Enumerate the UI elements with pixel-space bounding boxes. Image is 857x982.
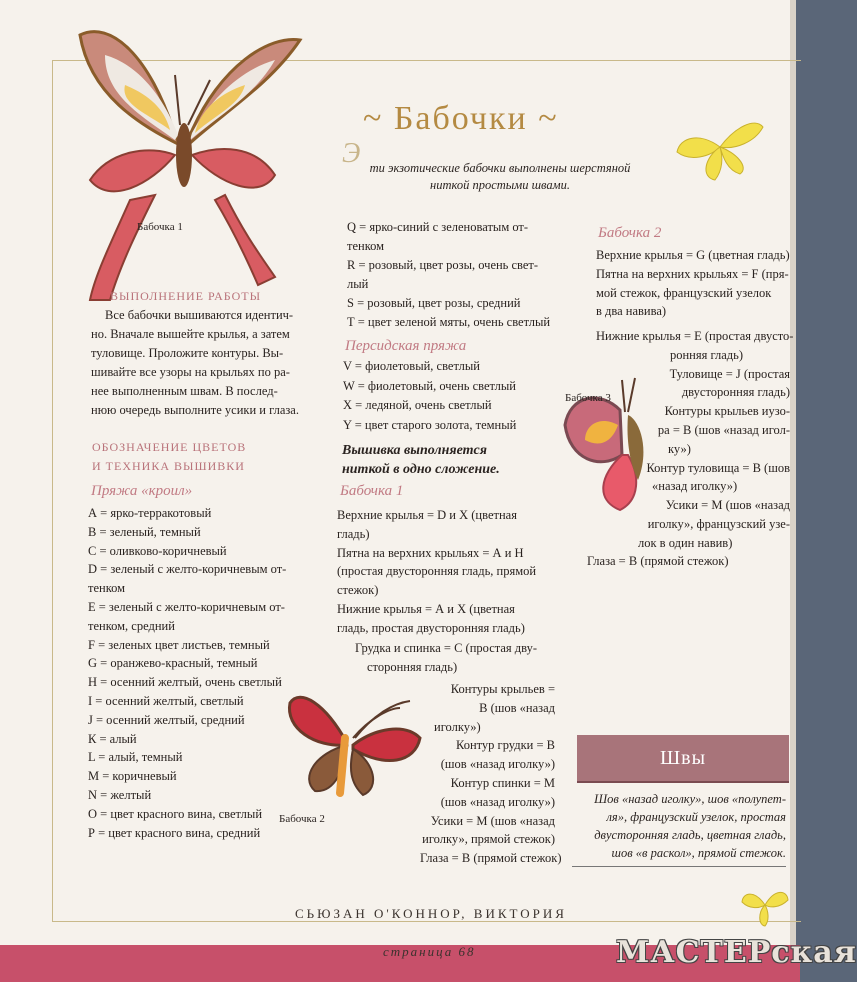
colors-heading-line: И ТЕХНИКА ВЫШИВКИ: [92, 459, 245, 473]
work-text: [91, 306, 299, 420]
author-line: СЬЮЗАН О'КОННОР, ВИКТОРИЯ: [295, 906, 567, 921]
intro-line: ниткой простыми швами.: [430, 178, 570, 192]
color-item: К = алый: [88, 731, 137, 746]
color-item: I = осенний желтый, светлый: [88, 693, 244, 708]
work-line: нюю очередь выполните усики и глаза.: [91, 403, 299, 417]
yarn1-cont-list: [347, 218, 550, 332]
b2-line: Туловище = J (простая: [669, 366, 790, 381]
b2-line: ронняя гладь): [669, 347, 743, 362]
color-item: Р = цвет красного вина, средний: [88, 825, 261, 840]
butterfly-1-illustration: [70, 15, 305, 310]
stitches-bottom-rule: [572, 866, 786, 867]
work-line: туловище. Проложите контуры. Вы-: [91, 346, 284, 360]
b1-line: стежок): [337, 583, 379, 598]
b1-line: Усики = М (шов «назад: [430, 813, 555, 828]
stitches-divider: [577, 781, 789, 783]
b1-line: Контур грудки = В: [455, 738, 555, 753]
b2-line: «назад иголку»): [652, 479, 738, 494]
stitches-line: двусторонняя гладь, цветная гладь,: [594, 828, 786, 842]
b1-line: иголку», прямой стежок): [422, 832, 555, 847]
b1-line: (шов «назад иголку»): [440, 757, 555, 772]
b2-eyes: Глаза = В (прямой стежок): [587, 554, 729, 568]
work-heading: ВЫПОЛНЕНИЕ РАБОТЫ: [110, 289, 262, 303]
color-item: Е = зеленый с желто-коричневым от-: [88, 599, 285, 614]
b1-line: Грудка и спинка = С (простая дву-: [355, 641, 538, 655]
yarn2-title: Персидская пряжа: [345, 338, 467, 354]
b2-line: мой стежок, французский узелок: [596, 285, 772, 300]
color-item: А = ярко-терракотовый: [88, 506, 212, 520]
b1-title: Бабочка 1: [340, 483, 404, 499]
color-item: W = фиолетовый, очень светлый: [343, 378, 516, 393]
work-line: нее выполненным швам. В послед-: [91, 384, 278, 398]
b2-line: двусторонняя гладь): [681, 385, 790, 400]
yarn2-list: [343, 357, 516, 435]
intro-line: ти экзотические бабочки выполнены шерстяной: [369, 161, 631, 175]
b1-list-3: [420, 680, 562, 868]
b2-line: Верхние крылья = G (цветная гладь): [596, 248, 790, 262]
color-item: лый: [347, 277, 369, 291]
butterfly-2-illustration: [285, 683, 425, 813]
color-item: тенком, средний: [88, 618, 175, 633]
b2-line: Контур туловища = В (шов: [646, 460, 790, 475]
b1-line: гладь, простая двусторонняя гладь): [337, 620, 525, 635]
color-item: Н = осенний желтый, очень светлый: [88, 675, 282, 690]
color-item: R = розовый, цвет розы, очень свет-: [347, 258, 539, 272]
b2-list-top: [596, 246, 790, 321]
yarn1-title: Пряжа «кроил»: [91, 483, 193, 499]
color-item: F = зеленых цвет листьев, темный: [88, 637, 270, 652]
watermark: МАСТЕРская: [616, 935, 857, 970]
color-item: Y = цвет старого золота, темный: [343, 417, 517, 432]
b1-line: гладь): [337, 526, 370, 541]
color-item: N = желтый: [88, 787, 152, 802]
page-number: страница 68: [383, 944, 476, 959]
b2-line: Пятна на верхних крыльях = F (пря-: [596, 266, 789, 281]
b1-line: Пятна на верхних крыльях = А и Н: [337, 545, 524, 560]
stitches-text: [576, 790, 786, 862]
color-item: С = оливково-коричневый: [88, 543, 227, 558]
color-item: J = осенний желтый, средний: [88, 712, 245, 727]
caption-butterfly-3: Бабочка 3: [565, 392, 611, 404]
b1-line: Верхние крылья = D и Х (цветная: [337, 508, 517, 522]
color-item: V = фиолетовый, светлый: [343, 359, 480, 373]
note-line: Вышивка выполняется: [342, 443, 487, 458]
stitches-heading-box: Швы: [577, 735, 789, 781]
b1-line: сторонняя гладь): [367, 659, 458, 674]
colors-heading: [92, 438, 246, 476]
color-item: Т = цвет зеленой мяты, очень светлый: [347, 315, 551, 329]
small-yellow-butterfly-illustration: [740, 880, 790, 930]
b2-line: Нижние крылья = Е (простая двусто-: [596, 329, 794, 343]
b1-line: Контур спинки = М: [450, 775, 555, 790]
yarn1-list: [88, 504, 286, 842]
color-item: Q = ярко-синий с зеленоватым от-: [347, 220, 529, 234]
color-item: тенком: [347, 239, 385, 253]
intro-text: [365, 160, 635, 194]
b1-line: (шов «назад иголку»): [440, 794, 555, 809]
b2-line: Усики = М (шов «назад: [665, 498, 790, 513]
caption-butterfly-1: Бабочка 1: [137, 221, 183, 233]
b2-line: ра = В (шов «назад игол-: [657, 422, 790, 437]
b1-line: Нижние крылья = А и Х (цветная: [337, 601, 515, 616]
color-item: Х = ледяной, очень светлый: [343, 398, 492, 412]
work-line: но. Вначале вышейте крылья, а затем: [91, 327, 290, 341]
b1-list: [337, 506, 536, 638]
b1-line: В (шов «назад: [479, 700, 555, 715]
b2-line: иголку», французский узе-: [647, 516, 790, 531]
b2-line: лок в один навив): [638, 535, 733, 550]
caption-butterfly-2: Бабочка 2: [279, 813, 325, 825]
page-title: ~ Бабочки ~: [363, 100, 559, 137]
b1-line: Глаза = В (прямой стежок): [420, 851, 562, 866]
color-item: тенком: [88, 581, 126, 596]
color-item: G = оранжево-красный, темный: [88, 656, 258, 671]
b1-line: Контуры крыльев =: [450, 682, 555, 696]
color-item: L = алый, темный: [88, 750, 183, 765]
stitches-line: Шов «назад иголку», шов «полупет-: [594, 792, 786, 806]
stitches-line: ля», французский узелок, простая: [606, 810, 786, 824]
b2-line: Контуры крыльев иузо-: [664, 404, 790, 419]
color-item: S = розовый, цвет розы, средний: [347, 296, 521, 310]
b1-line: иголку»): [434, 719, 481, 734]
note-line: ниткой в одно сложение.: [342, 462, 500, 477]
work-line: Все бабочки вышиваются идентич-: [105, 308, 294, 322]
color-item: О = цвет красного вина, светлый: [88, 806, 263, 821]
b2-line: ку»): [668, 441, 691, 456]
color-item: D = зеленый с желто-коричневым от-: [88, 562, 287, 577]
color-item: М = коричневый: [88, 769, 177, 784]
colors-heading-line: ОБОЗНАЧЕНИЕ ЦВЕТОВ: [92, 440, 247, 454]
stitches-line: шов «в раскол», прямой стежок.: [611, 846, 786, 860]
b1-list-2: [355, 639, 537, 677]
thread-note: [342, 441, 500, 479]
b2-title: Бабочка 2: [598, 225, 662, 241]
work-line: шивайте все узоры на крыльях по ра-: [91, 365, 290, 379]
intro-dropcap: Э: [342, 138, 361, 169]
b1-line: (простая двусторонняя гладь, прямой: [337, 564, 537, 579]
b2-line: в два навива): [596, 304, 667, 319]
yellow-butterfly-illustration: [675, 112, 765, 182]
color-item: В = зеленый, темный: [88, 524, 201, 539]
